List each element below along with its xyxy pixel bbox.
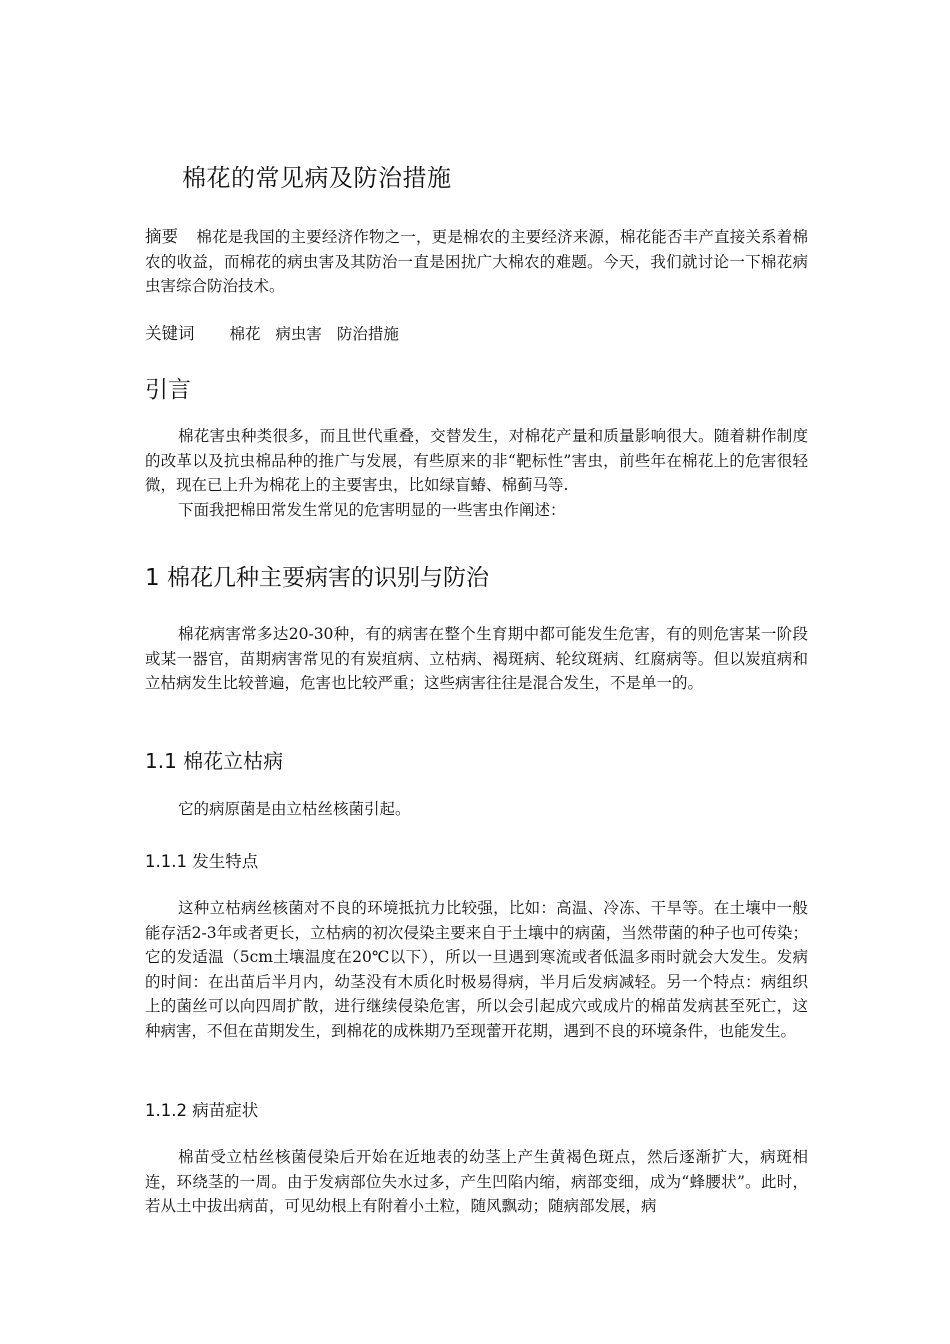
document-title: 棉花的常见病及防治措施	[182, 164, 452, 192]
section-1-1-heading: 1.1 棉花立枯病	[145, 749, 284, 773]
abstract-label: 摘要	[145, 227, 179, 246]
keywords-row	[145, 322, 409, 346]
intro-paragraph-2: 下面我把棉田常发生常见的危害明显的一些害虫作阐述：	[178, 501, 566, 519]
section-1-paragraph: 棉花病害常多达20-30种，有的病害在整个生育期中都可能发生危害，有的则危害某一阶段或某一器官，苗期病害常见的有炭疽病、立枯病、褐斑病、轮纹斑病、红腐病等。但以炭疽病和立枯病发生比较普遍，危害也比较严重；这些病害往往是混合发生，不是单一的。	[145, 625, 808, 692]
keywords-label: 关键词	[145, 324, 195, 343]
section-1-1-2-heading: 1.1.2 病苗症状	[145, 1101, 259, 1120]
keyword: 棉花	[229, 325, 261, 343]
keyword: 防治措施	[336, 325, 399, 343]
section-1-1-2-paragraph: 棉苗受立枯丝核菌侵染后开始在近地表的幼茎上产生黄褐色斑点，然后逐渐扩大，病斑相连，环绕茎的一周。由于发病部位失水过多，产生凹陷内缩，病部变细，成为“蜂腰状”。此时，若从土中拔出病苗，可见幼根上有附着小土粒，随风飘动；随病部发展，病	[145, 1148, 808, 1215]
intro-paragraph-1: 棉花害虫种类很多，而且世代重叠，交替发生，对棉花产量和质量影响很大。随着耕作制度的改革以及抗虫棉品种的推广与发展，有些原来的非“靶标性”害虫，前些年在棉花上的危害很轻微，现在已上升为棉花上的主要害虫，比如绿盲蝽、棉蓟马等.	[145, 427, 808, 494]
section-1-1-paragraph: 它的病原菌是由立枯丝核菌引起。	[178, 800, 411, 818]
intro-heading: 引言	[145, 377, 191, 403]
abstract-text: 棉花是我国的主要经济作物之一，更是棉农的主要经济来源，棉花能否丰产直接关系着棉农的收益，而棉花的病虫害及其防治一直是困扰广大棉农的难题。今天，我们就讨论一下棉花病虫害综合防治技术。	[145, 228, 808, 295]
section-1-1-1-heading: 1.1.1 发生特点	[145, 852, 259, 871]
section-1-1-1-paragraph: 这种立枯病丝核菌对不良的环境抵抗力比较强，比如：高温、冷冻、干旱等。在土壤中一般能存活2-3年或者更长，立枯病的初次侵染主要来自于土壤中的病菌，当然带菌的种子也可传染；它的发适温（5cm土壤温度在20℃以下），所以一旦遇到寒流或者低温多雨时就会大发生。发病的时间：在出苗后半月内，幼茎没有木质化时极易得病，半月后发病减轻。另一个特点：病组织上的菌丝可以向四周扩散，进行继续侵染危害，所以会引起成穴或成片的棉苗发病甚至死亡，这种病害，不但在苗期发生，到棉花的成株期乃至现蕾开花期，遇到不良的环境条件，也能发生。	[145, 899, 808, 1040]
abstract-paragraph	[145, 225, 808, 299]
keyword: 病虫害	[275, 325, 322, 343]
section-1-heading: 1 棉花几种主要病害的识别与防治	[145, 565, 489, 591]
